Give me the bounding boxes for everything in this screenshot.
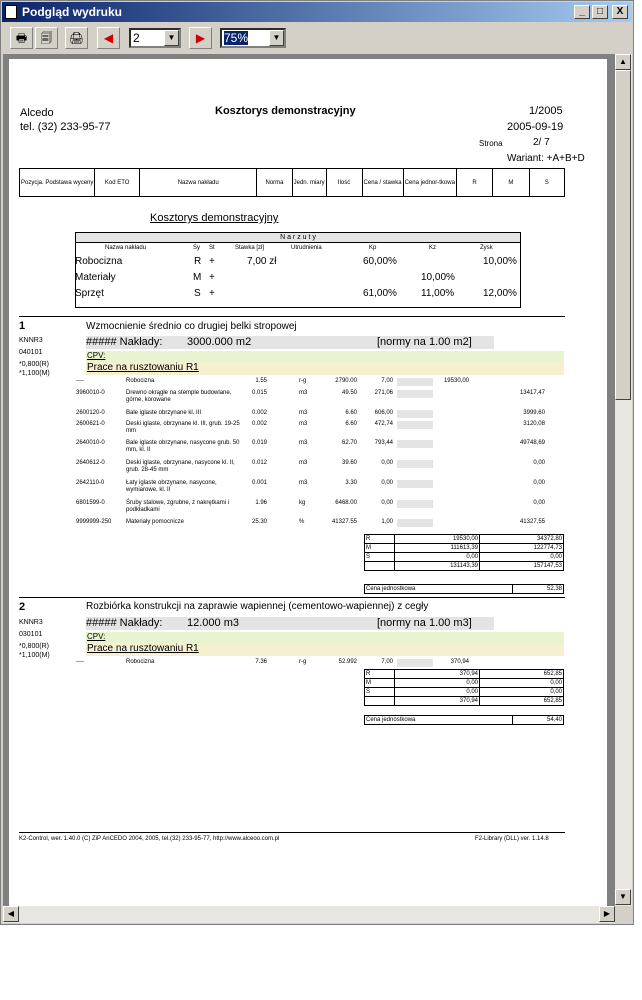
price-shade [397, 480, 433, 488]
sum-value: 19530,00 [395, 535, 480, 544]
item-cena: 1,00 [381, 519, 393, 525]
cpv-bar [86, 632, 564, 643]
naklady-norm: [normy na 1.00 m2] [377, 336, 472, 348]
horizontal-scrollbar[interactable] [3, 906, 615, 923]
summary-table-1 [364, 534, 564, 571]
narzuty-h-nazwa: Nazwa nakładu [105, 245, 147, 251]
prev-page-button[interactable]: ◀ [97, 27, 120, 49]
item-norma: 1.96 [255, 500, 267, 506]
col-r: R [456, 169, 492, 197]
item-norma: 1.55 [255, 378, 267, 384]
item-cena: 0,00 [381, 500, 393, 506]
position-description: Rozbiórka konstrukcji na zaprawie wapiennej (cementowo-wapiennej) z cegły [86, 601, 429, 612]
item-m: 13417,47 [519, 390, 545, 396]
item-jm: m3 [299, 410, 308, 416]
narzuty-h-kp: Kp [369, 245, 377, 251]
narzut-row-sy: R [194, 256, 202, 267]
sum-label: S [365, 553, 395, 562]
item-code: 2600120-0 [76, 410, 105, 416]
item-norma: 0.015 [251, 390, 267, 396]
zoom-value: 75% [224, 31, 249, 45]
item-jm: % [299, 519, 305, 525]
item-jm: m3 [299, 460, 308, 466]
summary-table-2 [364, 669, 564, 706]
sum-value: 0,00 [480, 553, 564, 562]
item-m: 0,00 [533, 460, 545, 466]
divider [19, 316, 565, 317]
naklady-label: ##### Nakłady: [86, 617, 163, 629]
col-cena-jedn: Cena jednor-tkowa [403, 169, 456, 197]
printer-icon[interactable]: 🖨 [65, 27, 88, 49]
cpv-label: CPV: [87, 632, 106, 641]
unit-price-2 [364, 715, 564, 725]
position-number: 1 [19, 320, 26, 332]
section-subtitle: Kosztorys demonstracyjny [150, 212, 279, 224]
item-code: 6801599-0 [76, 500, 105, 506]
item-code: 2600621-0 [76, 421, 105, 427]
cpv-label: CPV: [87, 351, 106, 360]
document-icon [5, 5, 17, 19]
footer-right: F2-Library (DLL) ver. 1.14.8 [475, 836, 549, 842]
narzut-row-stawka: 7,00 zł [247, 256, 277, 267]
variant: Wariant: +A+B+D [507, 153, 585, 164]
sum-value: 34372,80 [480, 535, 564, 544]
price-shade [397, 460, 433, 468]
title-bar [2, 2, 632, 22]
item-cena: 7,00 [381, 659, 393, 665]
scroll-thumb[interactable] [615, 70, 631, 400]
item-norma: 7.36 [255, 659, 267, 665]
item-jm: r-g [299, 378, 307, 384]
price-shade [397, 500, 433, 508]
narzut-row-st: + [209, 288, 215, 299]
maximize-button[interactable]: □ [592, 5, 608, 19]
divider [19, 597, 565, 598]
col-nazwa: Nazwa nakładu [139, 169, 256, 197]
item-r: 370,94 [450, 659, 469, 665]
item-cena: 7,00 [381, 378, 393, 384]
col-kod: Kod ETO [95, 169, 140, 197]
window-title: Podgląd wydruku [22, 5, 123, 19]
sum-label: M [365, 679, 395, 688]
narzuty-h-st: St [209, 245, 215, 251]
item-norma: 0.002 [251, 421, 267, 427]
position-number: 2 [19, 601, 26, 613]
narzut-row-st: + [209, 256, 215, 267]
narzuty-table [75, 232, 521, 308]
narzuty-h-stawka: Stawka [zł] [235, 245, 265, 251]
column-header-table [19, 168, 565, 197]
item-name: Materiały pomocnicze [126, 519, 185, 525]
chevron-down-icon[interactable]: ▼ [269, 30, 284, 46]
item-name: Deski iglaste, obrzynane, nasycone kl. II, grub. 28-45 mm [126, 460, 235, 473]
chevron-down-icon[interactable]: ▼ [164, 30, 179, 46]
unit-price-label: Cena jednostkowa [365, 716, 513, 725]
item-norma: 0.001 [251, 480, 267, 486]
scroll-right-icon[interactable]: ▶ [599, 906, 615, 922]
position-factor-m: *1,100(M) [19, 370, 50, 377]
sum-value: 157147,53 [480, 562, 564, 571]
company-phone: tel. (32) 233-95-77 [20, 121, 111, 133]
item-cena: 271,06 [374, 390, 393, 396]
narzut-row-name: Sprzęt [75, 288, 104, 299]
narzut-row-st: + [209, 272, 215, 283]
narzut-row-kz: 10,00% [421, 272, 455, 283]
footer-left: K2-Control, wer. 1.40.0 (C) ZiP AnCEDO 2004, 2005, tel.(32) 233-95-77, http://www.alceoo.com.pl [19, 836, 280, 842]
item-jm: m3 [299, 440, 308, 446]
page-sheet [9, 59, 607, 906]
item-name: Robocizna [126, 659, 155, 665]
position-base: KNNR3 [19, 619, 43, 626]
item-code: 2642110-0 [76, 480, 105, 486]
company-name: Alcedo [20, 107, 54, 119]
col-cena: Cena / stawka [362, 169, 403, 197]
page-number: 2/ 7 [533, 137, 550, 148]
unit-price-value: 54,40 [513, 716, 564, 725]
preview-area [3, 54, 615, 906]
narzut-row-name: Robocizna [75, 256, 123, 267]
item-code: 2640010-0 [76, 440, 105, 446]
sum-value: 0,00 [395, 688, 480, 697]
print-icon[interactable]: 🖶 [10, 27, 33, 49]
narzuty-h-zysk: Zysk [480, 245, 493, 251]
scroll-up-icon[interactable]: ▲ [615, 54, 631, 70]
item-jm: kg [299, 500, 306, 506]
item-ilosc: 6.60 [345, 421, 357, 427]
col-m: M [493, 169, 529, 197]
item-cena: 793,44 [374, 440, 393, 446]
scroll-down-icon[interactable]: ▼ [615, 889, 631, 905]
unit-price-1 [364, 584, 564, 594]
page-value: 2 [133, 31, 140, 45]
sum-value: 370,94 [395, 670, 480, 679]
item-m: 41327,55 [519, 519, 545, 525]
item-norma: 0.002 [251, 410, 267, 416]
sum-value: 652,85 [480, 697, 564, 706]
footer-divider [19, 832, 565, 833]
sum-value: 0,00 [395, 553, 480, 562]
price-shade [397, 421, 433, 429]
sum-value: 131143,39 [395, 562, 480, 571]
item-ilosc: 49.50 [341, 390, 357, 396]
item-cena: 606,00 [374, 410, 393, 416]
naklady-label: ##### Nakłady: [86, 336, 163, 348]
item-code: ---- [76, 378, 84, 384]
price-shade [397, 390, 433, 398]
sum-value: 0,00 [480, 679, 564, 688]
next-page-button[interactable]: ▶ [189, 27, 212, 49]
narzuty-title: N a r z u t y [75, 232, 521, 243]
item-cena: 472,74 [374, 421, 393, 427]
position-factor-r: *0,800(R) [19, 643, 49, 650]
item-jm: m3 [299, 421, 308, 427]
position-code: 030101 [19, 631, 43, 638]
position-base: KNNR3 [19, 337, 43, 344]
sum-label: M [365, 544, 395, 553]
item-name: Śruby stalowe, zgrubne, z nakrętkami i podkładkami [126, 500, 230, 513]
item-jm: m3 [299, 390, 308, 396]
col-ilosc: Ilość [326, 169, 362, 197]
narzut-row-kp: 60,00% [363, 256, 397, 267]
naklady-qty: 3000.000 m2 [187, 336, 252, 348]
item-ilosc: 52.992 [338, 659, 357, 665]
sum-label [365, 562, 395, 571]
position-description: Wzmocnienie średnio co drugiej belki stropowej [86, 321, 297, 332]
item-name: Bale iglaste obrzynane kl. III [126, 410, 202, 416]
sum-value: 122774,73 [480, 544, 564, 553]
item-m: 0,00 [533, 480, 545, 486]
item-name: Drewno okrągłe na stemple budowlane, górne, korowane [126, 390, 232, 403]
toolbar [2, 24, 632, 52]
page-select[interactable] [129, 28, 181, 48]
item-code: ---- [76, 659, 84, 665]
price-shade [397, 440, 433, 448]
position-code: 040101 [19, 349, 43, 356]
item-cena: 0,00 [381, 460, 393, 466]
item-norma: 0.019 [251, 440, 267, 446]
cpv-bar [86, 351, 564, 362]
item-ilosc: 3.30 [345, 480, 357, 486]
position-factor-m: *1,100(M) [19, 652, 50, 659]
scroll-left-icon[interactable]: ◀ [3, 906, 19, 922]
narzuty-h-kz: Kz [429, 245, 437, 251]
print-setup-icon[interactable]: 🗐 [35, 27, 58, 49]
item-r: 19530,00 [443, 378, 469, 384]
position-factor-r: *0,800(R) [19, 361, 49, 368]
item-ilosc: 2790.00 [335, 378, 357, 384]
document-code: 1/2005 [529, 105, 563, 117]
narzut-row-kp: 61,00% [363, 288, 397, 299]
item-jm: m3 [299, 480, 308, 486]
item-norma: 25.30 [251, 519, 267, 525]
document-date: 2005-09-19 [507, 121, 564, 133]
item-norma: 0.012 [251, 460, 267, 466]
narzut-row-kz: 11,00% [421, 288, 455, 299]
item-cena: 0,00 [381, 480, 393, 486]
document-title: Kosztorys demonstracyjny [215, 105, 356, 117]
place-label: Prace na rusztowaniu R1 [87, 362, 199, 373]
col-pozycja: Pozycja. Podstawa wyceny [20, 169, 95, 197]
item-ilosc: 6.60 [345, 410, 357, 416]
col-norma: Norma [257, 169, 292, 197]
minimize-button[interactable]: _ [574, 5, 590, 19]
item-m: 49748,69 [519, 440, 545, 446]
naklady-norm: [normy na 1.00 m3] [377, 617, 472, 629]
item-ilosc: 41327.55 [331, 519, 357, 525]
sum-value: 111613,39 [395, 544, 480, 553]
item-m: 3999,60 [523, 410, 545, 416]
sum-value: 652,85 [480, 670, 564, 679]
zoom-select[interactable] [220, 28, 286, 48]
place-label: Prace na rusztowaniu R1 [87, 643, 199, 654]
narzut-row-zysk: 10,00% [483, 256, 517, 267]
sum-value: 0,00 [395, 679, 480, 688]
item-jm: r-g [299, 659, 307, 665]
price-shade [397, 410, 433, 418]
item-m: 0,00 [533, 500, 545, 506]
sum-label: R [365, 670, 395, 679]
narzuty-h-utrudnienia: Utrudnienia [291, 245, 322, 251]
naklady-qty: 12.000 m3 [187, 617, 239, 629]
price-shade [397, 519, 433, 527]
unit-price-label: Cena jednostkowa [365, 585, 513, 594]
page-label: Strona [479, 139, 503, 148]
sum-label [365, 697, 395, 706]
close-button[interactable]: X [612, 5, 628, 19]
sum-value: 370,94 [395, 697, 480, 706]
narzuty-h-sy: Sy [193, 245, 201, 251]
sum-value: 0,00 [480, 688, 564, 697]
item-ilosc: 39.60 [341, 460, 357, 466]
narzut-row-sy: M [193, 272, 202, 283]
item-name: Bale iglaste obrzynane, nasycone grub. 50 mm, kl. II [126, 440, 240, 453]
narzut-row-name: Materiały [75, 272, 116, 283]
item-code: 2640612-0 [76, 460, 105, 466]
sum-label: S [365, 688, 395, 697]
unit-price-value: 52,38 [513, 585, 564, 594]
item-name: Łaty iglaste obrzynane, nasycone, wymiarowe, kl. II [126, 480, 217, 493]
item-code: 9999999-250 [76, 519, 112, 525]
narzut-row-zysk: 12,00% [483, 288, 517, 299]
sum-label: R [365, 535, 395, 544]
item-m: 3120,08 [523, 421, 545, 427]
col-jm: Jedn. miary [292, 169, 326, 197]
narzut-row-sy: S [194, 288, 201, 299]
item-name: Robocizna [126, 378, 155, 384]
vertical-scrollbar[interactable] [615, 54, 632, 906]
item-name: Deski iglaste, obrzynane kl. III, grub. 19-25 mm [126, 421, 240, 434]
item-ilosc: 62.70 [341, 440, 357, 446]
item-code: 3960010-0 [76, 390, 105, 396]
col-s: S [529, 169, 564, 197]
item-ilosc: 6468.00 [335, 500, 357, 506]
